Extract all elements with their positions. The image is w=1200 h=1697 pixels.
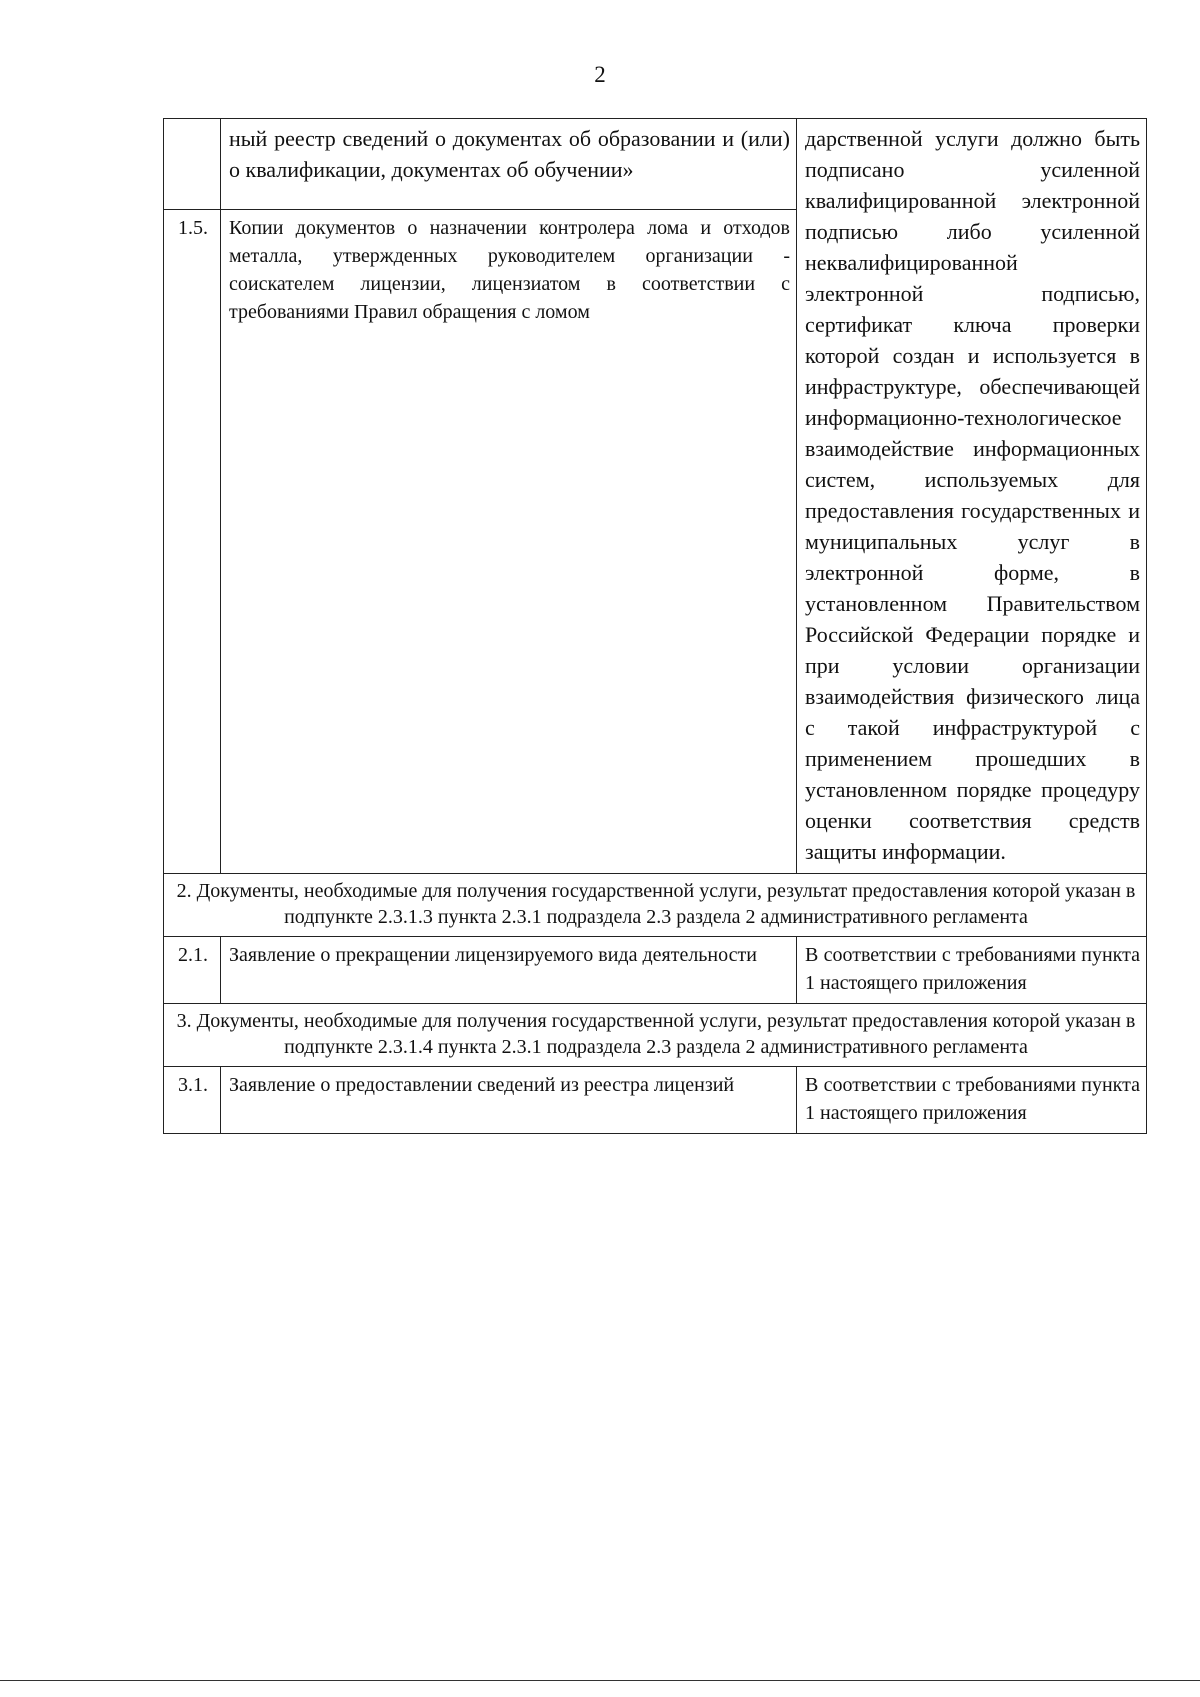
requirements-cell: В соответствии с требованиями пункта 1 настоящего приложения xyxy=(797,1067,1147,1134)
document-cell: Копии документов о назначении контролера лома и отходов металла, утвержденных руководителем организации - соискателем лицензии, лицензиатом в соответствии с требованиями Правил обращения с ломом xyxy=(221,209,797,873)
row-number-cell: 1.5. xyxy=(164,209,221,873)
section-header-row xyxy=(164,1004,1147,1067)
page-bottom-rule xyxy=(0,1680,1200,1681)
page-number: 2 xyxy=(594,62,606,87)
section-2-title: 2. Документы, необходимые для получения государственной услуги, результат предоставления которой указан в подпункте 2.3.1.3 пункта 2.3.1 подраздела 2.3 раздела 2 административного регламента xyxy=(164,874,1147,937)
documents-table xyxy=(163,118,1147,1134)
section-header-row xyxy=(164,874,1147,937)
requirements-cell: дарственной услуги должно быть подписано усиленной квалифицированной электронной подписью либо усиленной неквалифицированной электронной подписью, сертификат ключа проверки которой создан и используется в инфраструктуре, обеспечивающей информационно-технологическое взаимодействие информационных систем, используемых для предоставления государственных и муниципальных услуг в электронной форме, в установленном Правительством Российской Федерации порядке и при условии организации взаимодействия физического лица с такой инфраструктурой с применением прошедших в установленном порядке процедуру оценки соответствия средств защиты информации. xyxy=(797,119,1147,874)
document-cell: Заявление о прекращении лицензируемого вида деятельности xyxy=(221,937,797,1004)
row-number-cell: 3.1. xyxy=(164,1067,221,1134)
table-row xyxy=(164,937,1147,1004)
document-cell: Заявление о предоставлении сведений из реестра лицензий xyxy=(221,1067,797,1134)
requirements-cell: В соответствии с требованиями пункта 1 настоящего приложения xyxy=(797,937,1147,1004)
document-cell: ный реестр сведений о документах об образовании и (или) о квалификации, документах об обучении» xyxy=(221,119,797,210)
section-3-title: 3. Документы, необходимые для получения государственной услуги, результат предоставления которой указан в подпункте 2.3.1.4 пункта 2.3.1 подраздела 2.3 раздела 2 административного регламента xyxy=(164,1004,1147,1067)
row-number-cell: 2.1. xyxy=(164,937,221,1004)
table-row xyxy=(164,119,1147,210)
table-row xyxy=(164,1067,1147,1134)
row-number-cell xyxy=(164,119,221,210)
